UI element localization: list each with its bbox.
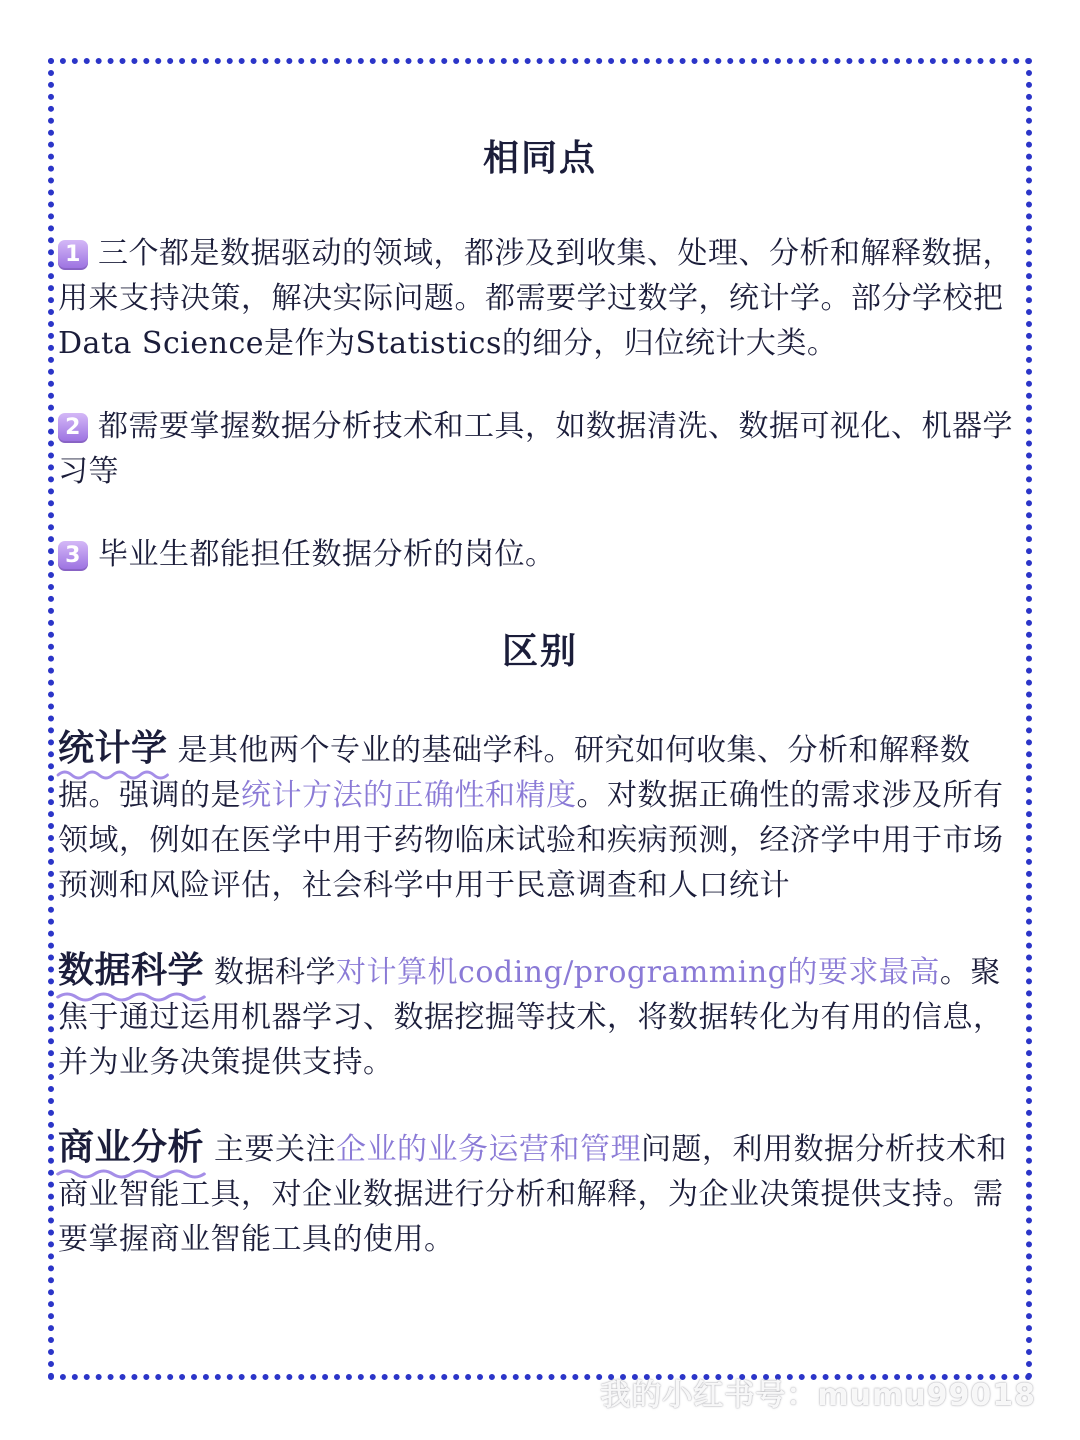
- number-2-badge-icon: 2: [58, 413, 88, 443]
- business-analytics-highlight: 企业的业务运营和管理: [336, 1132, 642, 1167]
- data-science-paragraph: [58, 948, 1022, 1085]
- data-science-text-2: 。聚焦于通过运用机器学习、数据挖掘等技术，将数据转化为有用的信息，并为业务决策提供支持。: [58, 955, 1004, 1080]
- business-analytics-term: [58, 1126, 204, 1168]
- statistics-term: [58, 727, 168, 769]
- data-science-term: [58, 949, 204, 991]
- statistics-highlight: 统计方法的正确性和精度: [241, 778, 577, 813]
- data-science-term-text: 数据科学: [58, 949, 205, 991]
- data-science-text-1: 数据科学: [214, 955, 337, 990]
- number-3-badge-icon: 3: [58, 541, 88, 571]
- business-analytics-term-text: 商业分析: [58, 1126, 205, 1168]
- watermark: 我的小红书号：mumu99018: [600, 1378, 1036, 1413]
- business-analytics-text-1: 主要关注: [214, 1132, 337, 1167]
- similarity-point-2: [58, 404, 1022, 494]
- similarity-point-3: [58, 532, 1022, 577]
- similarities-heading: 相同点: [482, 137, 597, 179]
- number-1-badge-icon: 1: [58, 240, 88, 270]
- wavy-underline-icon: [58, 1168, 204, 1180]
- business-analytics-text-2: 问题，利用数据分析技术和商业智能工具，对企业数据进行分析和解释，为企业决策提供支持。需要掌握商业智能工具的使用。: [58, 1132, 1008, 1257]
- article-content: [58, 130, 1022, 1262]
- statistics-text-2: 。对数据正确性的需求涉及所有领域，例如在医学中用于药物临床试验和疾病预测，经济学中用于市场预测和风险评估，社会科学中用于民意调查和人口统计: [58, 778, 1004, 903]
- statistics-text-1: 是其他两个专业的基础学科。研究如何收集、分析和解释数据。强调的是: [58, 733, 971, 813]
- statistics-term-text: 统计学: [58, 727, 168, 769]
- statistics-paragraph: [58, 726, 1022, 908]
- wavy-underline-icon: [58, 991, 204, 1003]
- similarity-point-1-text: 三个都是数据驱动的领域，都涉及到收集、处理、分析和解释数据，用来支持决策，解决实际问题。都需要学过数学，统计学。部分学校把Data Science是作为Statistics的细分，归位统计大类。: [58, 236, 1013, 361]
- data-science-highlight: 对计算机coding/programming的要求最高: [336, 955, 940, 990]
- business-analytics-paragraph: [58, 1125, 1022, 1262]
- wavy-underline-icon: [58, 769, 168, 781]
- similarity-point-2-text: 都需要掌握数据分析技术和工具，如数据清洗、数据可视化、机器学习等: [58, 409, 1013, 489]
- differences-heading: 区别: [501, 630, 578, 672]
- similarity-point-1: [58, 231, 1022, 366]
- similarity-point-3-text: 毕业生都能担任数据分析的岗位。: [98, 537, 556, 572]
